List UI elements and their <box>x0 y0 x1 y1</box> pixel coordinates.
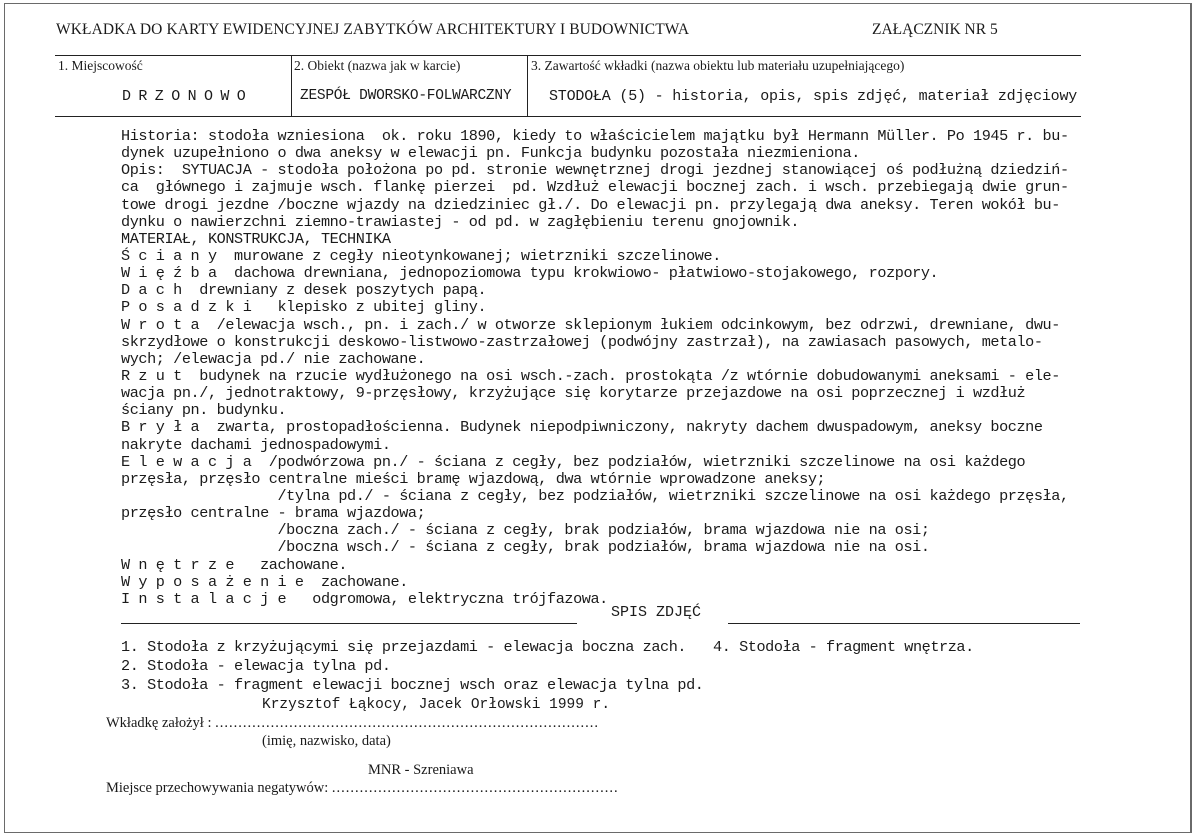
body-line: W y p o s a ż e n i e zachowane. <box>121 572 408 591</box>
photos-heading: SPIS ZDJĘĆ <box>611 604 702 621</box>
storage-label: Miejsce przechowywania negatywów: <box>106 780 332 796</box>
author-hint: (imię, nazwisko, data) <box>262 733 391 749</box>
photo-item: 2. Stodoła - elewacja tylna pd. <box>121 657 391 675</box>
body-line: nakryte dachami jednospadowymi. <box>121 435 391 454</box>
photo-item: 3. Stodoła - fragment elewacji bocznej wsch oraz elewacja tylna pd. <box>121 676 704 694</box>
city-label: 1. Miejscowość <box>58 58 143 73</box>
body-line: /tylna pd./ - ściana z cegły, bez podziałów, wietrzniki szczelinowe na osi każdego przęsła, <box>121 486 1069 505</box>
body-line: E l e w a c j a /podwórzowa pn./ - ściana z cegły, bez podziałów, wietrzniki szczelinowe na osi każdego <box>121 452 1026 471</box>
body-line: wych; /elewacja pd./ nie zachowane. <box>121 349 426 368</box>
field-divider-1 <box>291 55 292 117</box>
body-line: R z u t budynek na rzucie wydłużonego na osi wsch.-zach. prostokąta /z wtórnie dobudowanymi aneksami - ele- <box>121 366 1060 385</box>
storage-value: MNR - Szreniawa <box>368 762 474 778</box>
body-line: MATERIAŁ, KONSTRUKCJA, TECHNIKA <box>121 229 391 248</box>
photos-rule-right <box>728 623 1080 624</box>
field-divider-2 <box>527 55 528 117</box>
annex-number: ZAŁĄCZNIK NR 5 <box>872 21 998 38</box>
body-line: wacja pn./, jednotraktowy, 9-przęsłowy, krzyżujące się korytarze przejazdowe na osi poprzecznej i wzdłuż <box>121 384 1026 403</box>
body-line: skrzydłowe o konstrukcji deskowo-listwowo-zastrzałowej (podwójny zastrzał), na zawiasach pasowych, metalo- <box>121 332 1043 351</box>
description-body <box>121 128 1069 608</box>
author-label: Wkładkę założył : <box>106 715 216 731</box>
body-line: Ś c i a n y murowane z cegły nieotynkowanej; wietrzniki szczelinowe. <box>121 246 721 265</box>
body-line: przęsło centralne - brama wjazdowa; <box>121 504 426 523</box>
photo-item: 1. Stodoła z krzyżującymi się przejazdami - elewacja boczna zach. <box>121 638 687 656</box>
city-value: DRZONOWO <box>122 88 254 105</box>
storage-dots: .............................................................. <box>331 780 619 796</box>
body-line: dynek uzupełniono o dwa aneksy w elewacji pn. Funkcja budynku pozostała niezmieniona. <box>121 144 860 163</box>
fields-bottom-rule <box>55 116 1081 117</box>
body-line: W r o t a /elewacja wsch., pn. i zach./ w otworze sklepionym łukiem odcinkowym, bez odrzwi, drewniane, dwu- <box>121 315 1060 334</box>
content-value: STODOŁA (5) - historia, opis, spis zdjęć, materiał zdjęciowy <box>549 88 1078 105</box>
content-label: 3. Zawartość wkładki (nazwa obiektu lub materiału uzupełniającego) <box>531 58 905 73</box>
body-line: towe drogi jezdne /boczne wjazdy na dziedziniec gł./. Do elewacji pn. przylegają dwa aneksy. Teren wokół bu- <box>121 195 1060 214</box>
body-line: ca głównego i zajmuje wsch. flankę pierzei pd. Wzdłuż elewacji bocznej zach. i wsch. przebiegają dwie grun- <box>121 178 1069 197</box>
photos-list <box>121 638 704 695</box>
body-line: dynku o nawierzchni ziemno-trawiastej - od pd. w zagłębieniu terenu gnojownik. <box>121 212 800 231</box>
body-line: przęsła, przęsło centralne mieści bramę wjazdową, dwa wtórnie wprowadzone aneksy; <box>121 469 826 488</box>
object-value: ZESPÓŁ DWORSKO-FOLWARCZNY <box>300 88 512 104</box>
body-line: Opis: SYTUACJA - stodoła położona po pd. stronie wewnętrznej drogi jezdnej stanowiącej oś podłużną dziedziń- <box>121 161 1069 180</box>
body-line: D a c h drewniany z desek poszytych papą. <box>121 281 487 300</box>
author-field <box>106 715 599 732</box>
form-title: WKŁADKA DO KARTY EWIDENCYJNEJ ZABYTKÓW ARCHITEKTURY I BUDOWNICTWA <box>56 21 690 38</box>
body-line: /boczna zach./ - ściana z cegły, brak podziałów, brama wjazdowa nie na osi; <box>121 521 930 540</box>
object-label: 2. Obiekt (nazwa jak w karcie) <box>294 58 461 73</box>
body-line: /boczna wsch./ - ściana z cegły, brak podziałów, brama wjazdowa nie na osi. <box>121 538 930 557</box>
author-value: Krzysztof Łąkocy, Jacek Orłowski 1999 r. <box>262 697 611 713</box>
body-line: Historia: stodoła wzniesiona ok. roku 1890, kiedy to właścicielem majątku był Hermann Müller. Po 1945 r. bu- <box>121 127 1069 145</box>
body-line: I n s t a l a c j e odgromowa, elektryczna trójfazowa. <box>121 589 608 608</box>
body-line: B r y ł a zwarta, prostopadłościenna. Budynek niepodpiwniczony, nakryty dachem dwuspadowym, aneksy boczne <box>121 418 1043 437</box>
body-line: ściany pn. budynku. <box>121 401 287 420</box>
body-line: W n ę t r z e zachowane. <box>121 555 348 574</box>
body-line: P o s a d z k i klepisko z ubitej gliny. <box>121 298 487 317</box>
body-line: W i ę ź b a dachowa drewniana, jednopoziomowa typu krokwiowo- płatwiowo-stojakowego, rozpory. <box>121 264 939 283</box>
author-dots: ................................................................................... <box>215 715 599 731</box>
header-rule <box>55 55 1081 56</box>
storage-field <box>106 780 619 797</box>
photos-rule-left <box>121 623 577 624</box>
photo-item-4: 4. Stodoła - fragment wnętrza. <box>713 638 974 656</box>
